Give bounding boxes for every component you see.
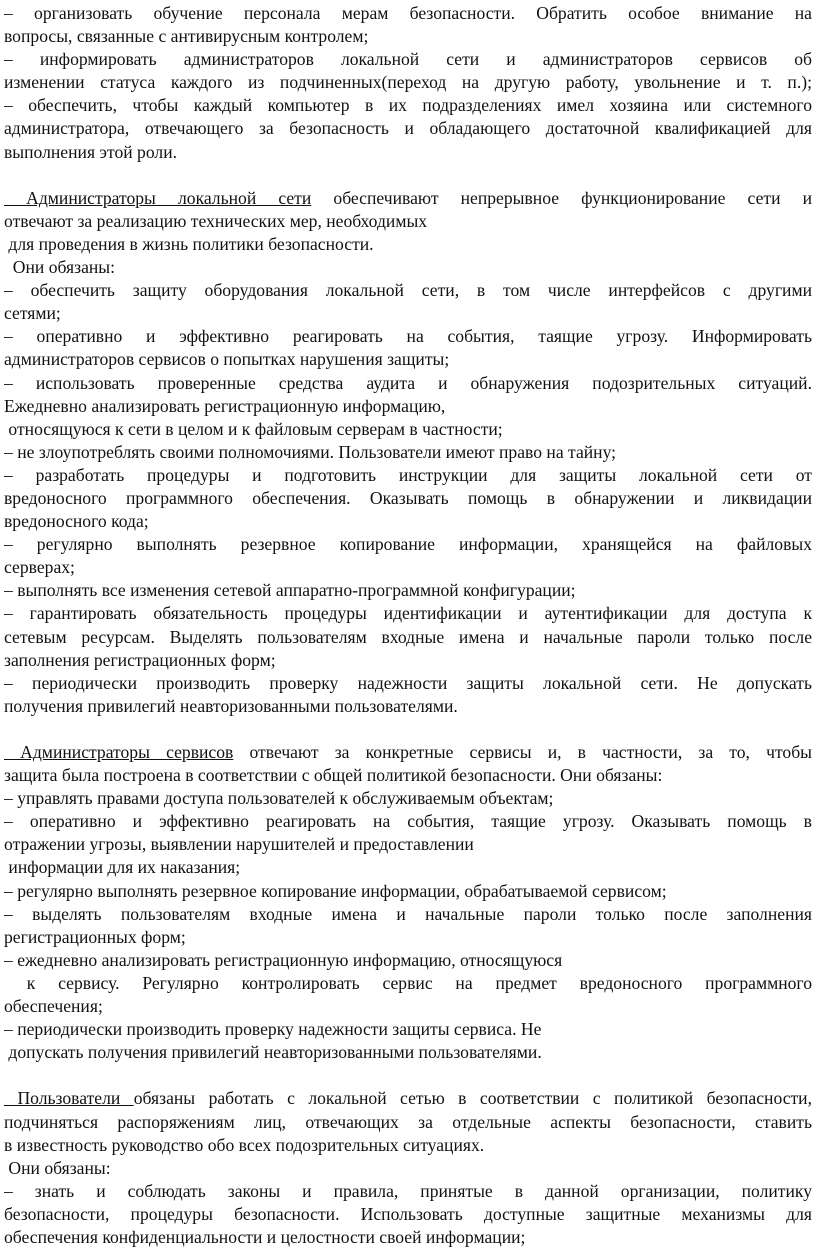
section-role-title: Администраторы локальной сети <box>4 187 312 208</box>
text-line: – информировать администраторов локальной сети и администраторов сервисов об <box>4 49 812 70</box>
text-line: в известность руководство обо всех подозрительных ситуациях. <box>4 1134 485 1155</box>
text-line: – разработать процедуры и подготовить инструкции для защиты локальной сети от <box>4 464 812 485</box>
text-line: – обеспечить, чтобы каждый компьютер в их подразделениях имел хозяина или системного <box>4 95 812 116</box>
text-line: – не злоупотреблять своими полномочиями. Пользователи имеют право на тайну; <box>4 441 617 462</box>
text-line: Ежедневно анализировать регистрационную информацию, <box>4 395 446 416</box>
text-line: обеспечения; <box>4 996 103 1017</box>
section-heading-line <box>4 1087 812 1110</box>
text-line: – периодически производить проверку надежности защиты сервиса. Не <box>4 1019 542 1040</box>
text-line: – регулярно выполнять резервное копирование информации, обрабатываемой сервисом; <box>4 880 667 901</box>
text-line: для проведения в жизнь политики безопасности. <box>4 233 374 254</box>
text-line: безопасности, процедуры безопасности. Использовать доступные защитные механизмы для <box>4 1203 812 1224</box>
text-line: вредоносного кода; <box>4 511 149 532</box>
text-line: заполнения регистрационных форм; <box>4 649 276 670</box>
section-heading-text: отвечают за конкретные сервисы и, в частности, за то, чтобы <box>233 742 812 762</box>
text-line: отражении угрозы, выявлении нарушителей и предоставлении <box>4 834 474 855</box>
text-line: сетями; <box>4 303 61 324</box>
text-line: относящуюся к сети в целом и к файловым серверам в частности; <box>4 418 503 439</box>
text-line: – ежедневно анализировать регистрационную информацию, относящуюся <box>4 949 563 970</box>
text-line: отвечают за реализацию технических мер, необходимых <box>4 210 428 231</box>
text-line: обеспечения конфиденциальности и целостности своей информации; <box>4 1226 526 1247</box>
text-line: допускать получения привилегий неавторизованными пользователями. <box>4 1042 542 1063</box>
text-line: – регулярно выполнять резервное копирование информации, хранящейся на файловых <box>4 534 812 555</box>
section-heading-text: обеспечивают непрерывное функционирование сети и <box>311 187 812 208</box>
text-line: получения привилегий неавторизованными пользователями. <box>4 695 458 716</box>
section-heading-line <box>4 187 812 210</box>
text-line: защита была построена в соответствии с общей политикой безопасности. Они обязаны: <box>4 765 663 786</box>
text-line: – оперативно и эффективно реагировать на события, таящие угрозу. Информировать <box>4 326 812 347</box>
text-line: администратора, отвечающего за безопасность и обладающего достаточной квалификацией для <box>4 118 812 139</box>
text-line: серверах; <box>4 557 75 578</box>
section-role-title: Администраторы сервисов <box>4 742 234 762</box>
text-line: – гарантировать обязательность процедуры идентификации и аутентификации для доступа к <box>4 603 812 624</box>
text-line: – обеспечить защиту оборудования локальной сети, в том числе интерфейсов с другими <box>4 280 812 301</box>
text-line: – использовать проверенные средства аудита и обнаружения подозрительных ситуаций. <box>4 372 812 393</box>
text-line: вопросы, связанные с антивирусным контролем; <box>4 26 369 47</box>
section-heading-text: обязаны работать с локальной сетью в соответствии с политикой безопасности, <box>133 1088 812 1109</box>
text-line: – периодически производить проверку надежности защиты локальной сети. Не допускать <box>4 672 812 693</box>
paragraph-gap <box>4 718 812 741</box>
text-line: – управлять правами доступа пользователей к обслуживаемым объектам; <box>4 788 554 809</box>
text-line: – оперативно и эффективно реагировать на события, таящие угрозу. Оказывать помощь в <box>4 811 812 832</box>
text-line: Они обязаны: <box>4 257 116 278</box>
paragraph-gap <box>4 1064 812 1087</box>
text-line: подчиняться распоряжениям лиц, отвечающих за отдельные аспекты безопасности, ставить <box>4 1111 812 1132</box>
text-line: – выделять пользователям входные имена и начальные пароли только после заполнения <box>4 903 812 924</box>
text-line: информации для их наказания; <box>4 857 241 878</box>
text-line: – знать и соблюдать законы и правила, принятые в данной организации, политику <box>4 1180 812 1201</box>
paragraph-gap <box>4 164 812 187</box>
section-heading-line <box>4 741 812 764</box>
text-line: изменении статуса каждого из подчиненных(переход на другую работу, увольнение и т. п.); <box>4 72 812 93</box>
section-role-title: Пользователи <box>4 1088 134 1109</box>
text-line: Они обязаны: <box>4 1157 111 1178</box>
text-line: вредоносного программного обеспечения. Оказывать помощь в обнаружении и ликвидации <box>4 487 812 508</box>
text-line: к сервису. Регулярно контролировать сервис на предмет вредоносного программного <box>4 972 812 993</box>
text-line: – выполнять все изменения сетевой аппаратно-программной конфигурации; <box>4 580 576 601</box>
text-line: выполнения этой роли. <box>4 141 178 162</box>
text-line: – организовать обучение персонала мерам безопасности. Обратить особое внимание на <box>4 3 812 23</box>
text-line: администраторов сервисов о попытках нарушения защиты; <box>4 349 450 370</box>
text-line: регистрационных форм; <box>4 926 186 947</box>
text-line: сетевым ресурсам. Выделять пользователям входные имена и начальные пароли только после <box>4 626 812 647</box>
